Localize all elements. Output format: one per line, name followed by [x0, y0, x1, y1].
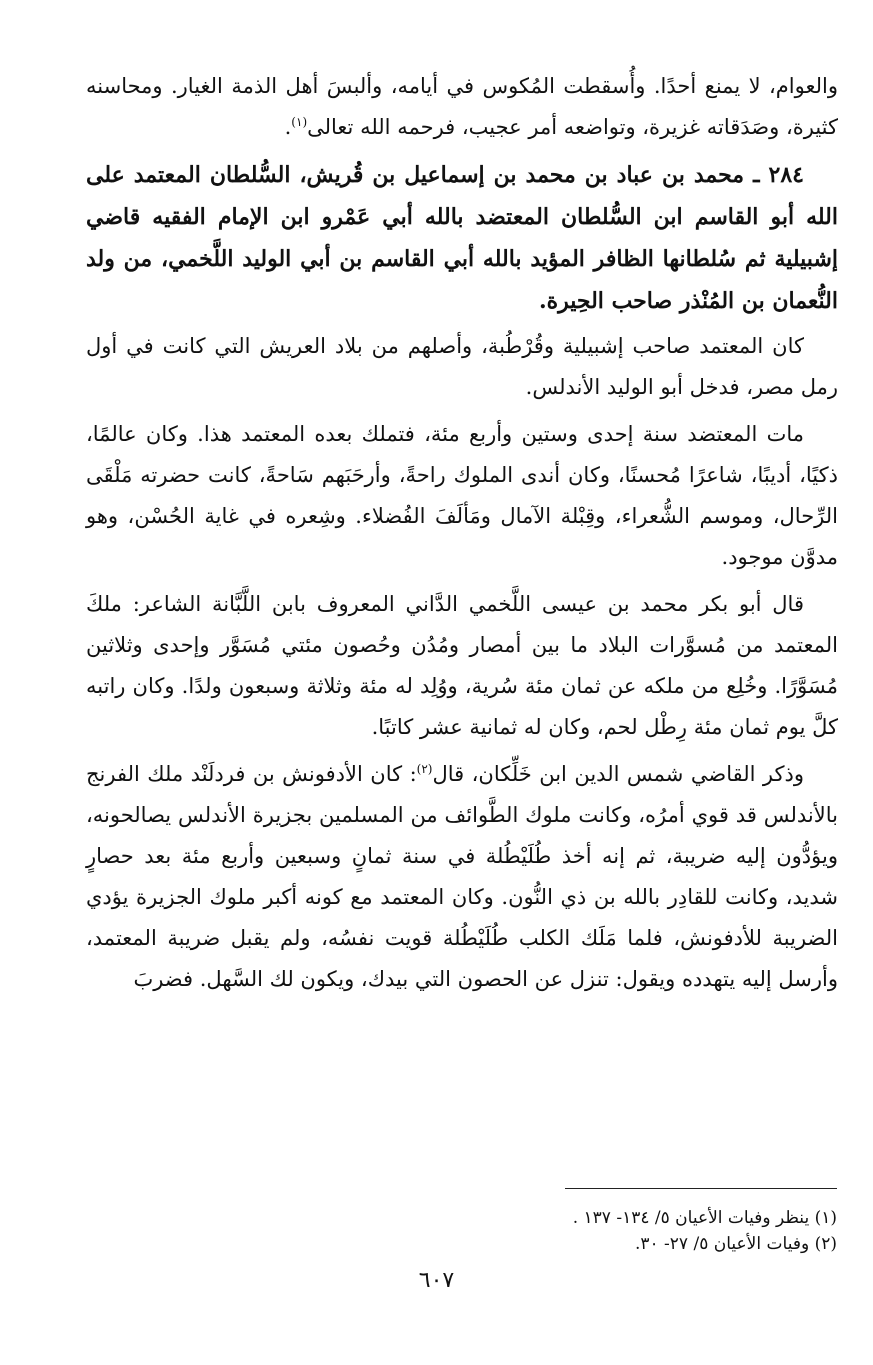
paragraph-5 — [86, 754, 838, 1000]
page-number: ٦٠٧ — [418, 1268, 455, 1293]
paragraph-1-end: . — [284, 115, 292, 139]
footnote-1 — [137, 1205, 837, 1231]
footnote-2-number: (٢) — [814, 1234, 837, 1254]
footnote-1-text: ينظر وفيات الأعيان ٥/ ١٣٤- ١٣٧ . — [572, 1208, 810, 1228]
page-body — [86, 66, 838, 1006]
paragraph-1-text: والعوام، لا يمنع أحدًا. وأُسقطت المُكوس في أيامه، وألبسَ أهل الذمة الغيار. ومحاسنه كثيرة، وصَدَقاته غزيرة، وتواضعه أمر عجيب، فرحمه الله تعالى — [86, 74, 838, 139]
footnotes — [137, 1205, 837, 1257]
paragraph-2: كان المعتمد صاحب إشبيلية وقُرْطُبة، وأصلهم من بلاد العريش التي كانت في أول رمل مصر، فدخل أبو الوليد الأندلس. — [86, 334, 838, 399]
footnote-divider — [565, 1188, 837, 1189]
paragraph-4: قال أبو بكر محمد بن عيسى اللَّخمي الدَّاني المعروف بابن اللَّبَّانة الشاعر: ملكَ المعتمد من مُسوَّرات البلاد ما بين أمصار ومُدُن وحُصون مئتي مُسَوَّر وإحدى وثلاثين مُسَوَّرًا. وخُلِع من ملكه عن ثمان مئة سُرية، ووُلِد له مئة وثلاثة وسبعون ولدًا. وكان راتبه كلَّ يوم ثمان مئة رِطْل لحم، وكان له ثمانية عشر كاتبًا. — [86, 592, 838, 739]
footnote-2 — [137, 1231, 837, 1257]
paragraph-5-start: وذكر القاضي شمس الدين ابن خَلِّكان، قال — [432, 762, 804, 786]
paragraph-1 — [86, 66, 838, 148]
paragraph-5-rest: : كان الأدفونش بن فردلَنْد ملك الفرنج بالأندلس قد قوي أمرُه، وكانت ملوك الطَّوائف من المسلمين بجزيرة الأندلس يصالحونه، ويؤدُّون إليه ضريبة، ثم إنه أخذ طُلَيْطُلة في سنة ثمانٍ وسبعين وأربع مئة بعد حصارٍ شديد، وكانت للقادِر بالله بن ذي النُّون. وكان المعتمد مع كونه أكبر ملوك الجزيرة يؤدي الضريبة للأدفونش، فلما مَلَك الكلب طُلَيْطُلة قويت نفسُه، ولم يقبل ضريبة المعتمد، وأرسل إليه يتهدده ويقول: تنزل عن الحصون التي بيدك، ويكون لك السَّهل. فضربَ — [86, 762, 838, 991]
paragraph-3: مات المعتضد سنة إحدى وستين وأربع مئة، فتملك بعده المعتمد هذا. وكان عالمًا، ذكيًا، أديبًا، شاعرًا مُحسنًا، وكان أندى الملوك راحةً، وأرحَبَهم سَاحةً، كانت حضرته مَلْقَى الرِّحال، وموسم الشُّعراء، وقِبْلة الآمال ومَألَفَ الفُضلاء. وشِعره في غاية الحُسْن، وهو مدوَّن موجود. — [86, 422, 838, 569]
footnote-2-text: وفيات الأعيان ٥/ ٢٧- ٣٠. — [634, 1234, 810, 1254]
footnote-1-number: (١) — [814, 1208, 837, 1228]
footnote-ref-1: (١) — [291, 115, 308, 129]
footnote-ref-2: (٢) — [416, 762, 433, 776]
entry-heading: ٢٨٤ ـ محمد بن عباد بن محمد بن إسماعيل بن قُريش، السُّلطان المعتمد على الله أبو القاسم ابن السُّلطان المعتضد بالله أبي عَمْرو ابن الإمام الفقيه قاضي إشبيلية ثم سُلطانها الظافر المؤيد بالله أبي القاسم بن أبي الوليد اللَّخمي، من ولد النُّعمان بن المُنْذر صاحب الحِيرة. — [86, 162, 838, 314]
